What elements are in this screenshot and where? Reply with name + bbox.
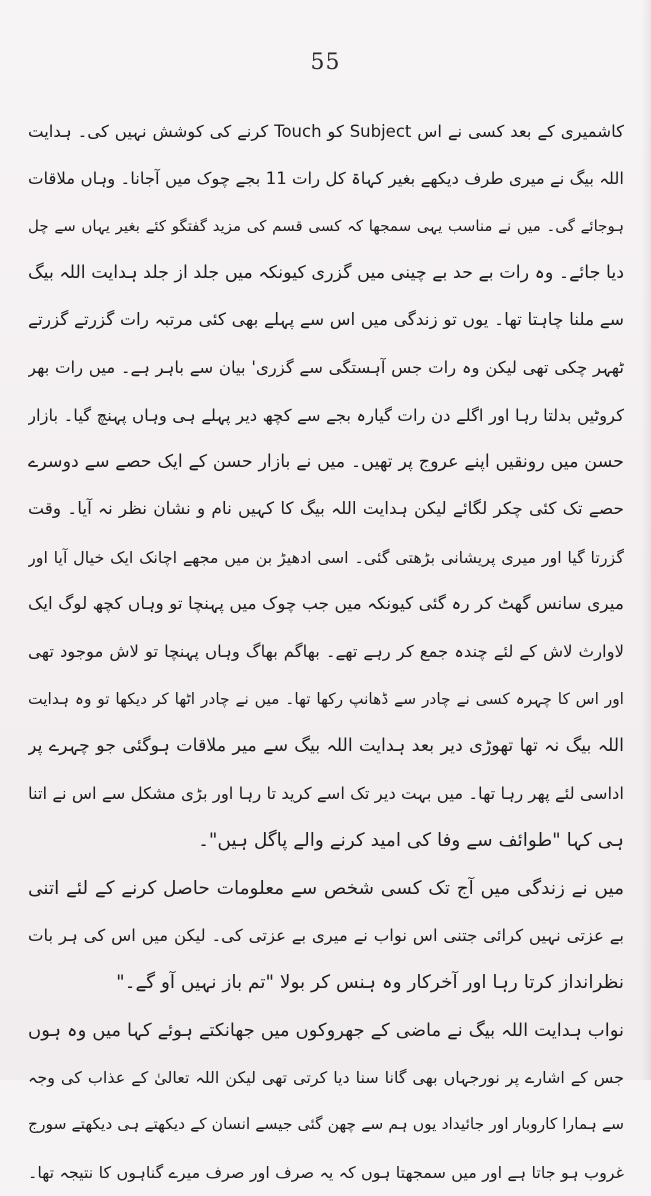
text-line: ہوجائے گی۔ میں نے مناسب یہی سمجھا کہ کسی قسم کی مزید گفتگو کئے بغیر یہاں سے چل — [28, 216, 624, 235]
text-line: حسن میں رونقیں اپنے عروج پر تھیں۔ میں نے بازار حسن کے ایک حصے سے دوسرے — [28, 452, 624, 473]
text-line: میں نے زندگی میں آج تک کسی شخص سے معلومات حاصل کرنے کے لئے اتنی — [28, 877, 624, 899]
text-line: جس کے اشارے پر نورجہاں بھی گانا سنا دیا کرتی تھی لیکن اللہ تعالیٰ کے عذاب کی وجہ — [28, 1067, 624, 1087]
text-line: سے ملنا چاہتا تھا۔ یوں تو زندگی میں اس سے پہلے بھی کئی مرتبہ رات گزرتے گزرتے — [28, 310, 624, 331]
text-line: لاوارث لاش کے لئے چندہ جمع کر رہے تھے۔ بھاگم بھاگ وہاں پہنچا تو لاش موجود تھی — [28, 642, 624, 662]
page-edge-shadow — [641, 0, 651, 1080]
text-line-paragraph-end: نظرانداز کرتا رہا اور آخرکار وہ ہنس کر بولا "تم باز نہیں آو گے۔" — [116, 972, 624, 994]
text-line: کاشمیری کے بعد کسی نے اس Subject کو Touch کرنے کی کوشش نہیں کی۔ ہدایت — [28, 122, 624, 141]
text-line: میری سانس گھٹ کر رہ گئی کیونکہ میں جب چوک میں پہنچا تو وہاں کچھ لوگ ایک — [28, 593, 624, 614]
urdu-text-block — [28, 108, 624, 1196]
text-line: حصے تک کئی چکر لگائے لیکن ہدایت اللہ بیگ کا کہیں نام و نشان نظر نہ آیا۔ وقت — [28, 499, 624, 520]
page-number: 55 — [310, 50, 341, 75]
text-line: اللہ بیگ نہ تھا تھوڑی دیر بعد ہدایت اللہ بیگ سے میر ملاقات ہوگئی جو چہرے پر — [28, 735, 624, 756]
text-line: اور اس کا چہرہ کسی نے چادر سے ڈھانپ رکھا تھا۔ میں نے چادر اٹھا کر دیکھا تو وہ ہدایت — [28, 689, 624, 708]
text-line: اللہ بیگ نے میری طرف دیکھے بغیر کہاۃ کل رات 11 بجے چوک میں آجانا۔ وہاں ملاقات — [28, 169, 624, 189]
text-line: گزرتا گیا اور میری پریشانی بڑھتی گئی۔ اسی ادھیڑ بن میں مجھے اچانک ایک خیال آیا اور — [28, 547, 624, 567]
text-line: دیا جائے۔ وہ رات بے حد بے چینی میں گزری کیونکہ میں جلد از جلد ہدایت اللہ بیگ — [28, 262, 624, 283]
text-line: غروب ہو جاتا ہے اور میں سمجھتا ہوں کہ یہ صرف اور صرف میرے گناہوں کا نتیجہ تھا۔ — [28, 1162, 624, 1182]
text-line: بے عزتی نہیں کرائی جتنی اس نواب نے میری بے عزتی کی۔ لیکن میں اس کی ہر بات — [28, 926, 624, 946]
text-line: نواب ہدایت اللہ بیگ نے ماضی کے جھروکوں میں جھانکتے ہوئے کہا میں وہ ہوں — [28, 1019, 624, 1041]
text-line-paragraph-end: ہی کہا "طوائف سے وفا کی امید کرنے والے پاگل ہیں"۔ — [198, 830, 624, 852]
text-line: ٹھہر چکی تھی لیکن وہ رات جس آہستگی سے گزری' بیان سے باہر ہے۔ میں رات بھر — [28, 358, 624, 378]
text-line: سے ہمارا کاروبار اور جائیداد یوں ہم سے چھن گئی جیسے انسان کے دیکھتے ہی دیکھتے سورج — [28, 1115, 624, 1134]
text-line: کروٹیں بدلتا رہا اور اگلے دن رات گیارہ بجے سے کچھ دیر پہلے ہی وہاں پہنچ گیا۔ بازار — [28, 405, 624, 425]
text-line: اداسی لئے پھر رہا تھا۔ میں بہت دیر تک اسے کرید تا رہا اور بڑی مشکل سے اس نے اتنا — [28, 784, 624, 804]
